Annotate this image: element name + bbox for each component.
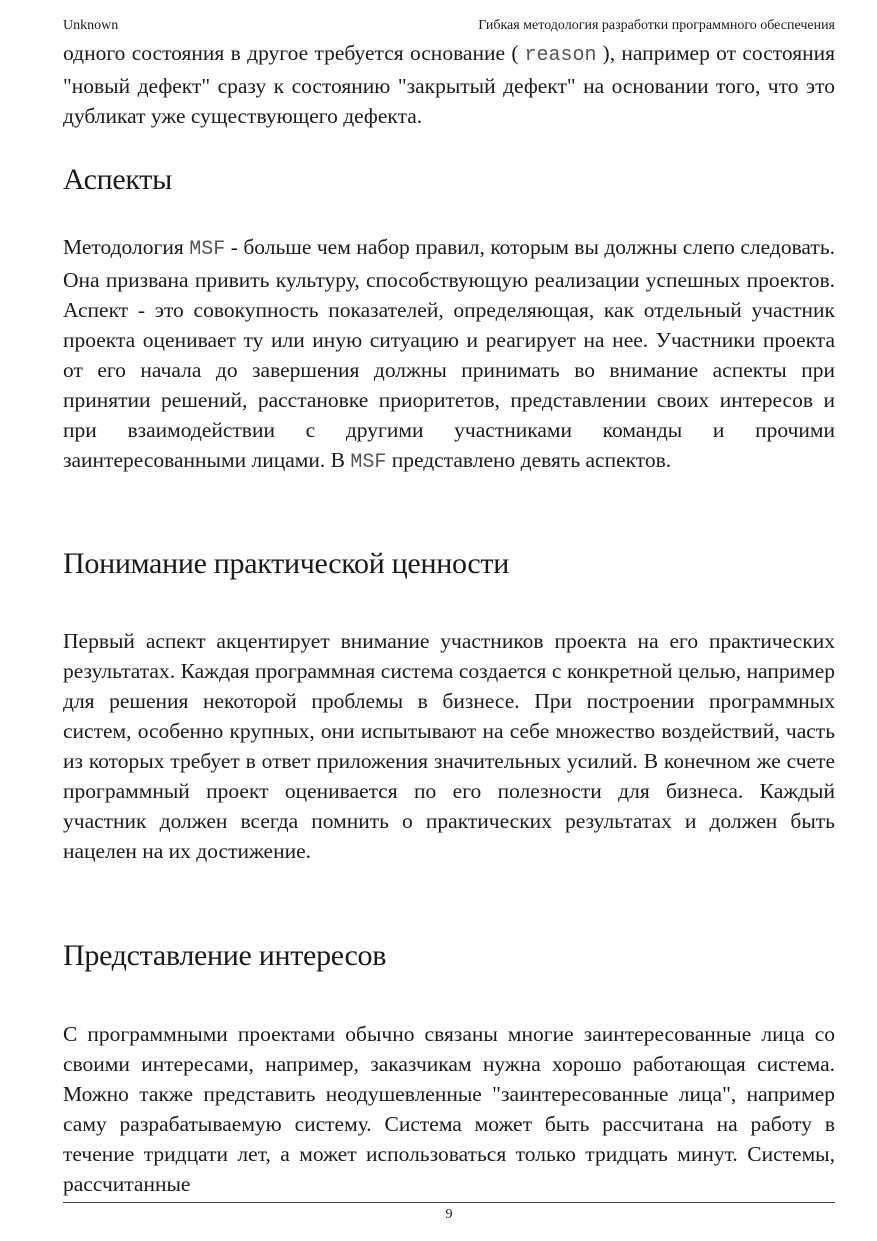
msf-code-1: MSF	[189, 238, 226, 261]
value-heading: Понимание практической ценности	[63, 547, 509, 580]
interests-paragraph: С программными проектами обычно связаны многие заинтересованные лица со своими интересами, например, заказчикам нужна хорошо работающая система. Можно также представить неодушевленные "заинтересованные лица", например саму разрабатываемую систему. Система может быть рассчитана на работу в течение тридцати лет, а может использоваться только тридцать минут. Системы, рассчитанные	[63, 1022, 835, 1196]
running-header	[63, 16, 835, 36]
interests-heading: Представление интересов	[63, 939, 387, 972]
value-paragraph: Первый аспект акцентирует внимание участников проекта на его практических результатах. Каждая программная система создается с конкретной целью, например для решения некоторой проблемы в бизнесе. При построении программных систем, особенно крупных, они испытывают на себе множество воздействий, часть из которых требует в ответ приложения значительных усилий. В конечном же счете программный проект оценивается по его полезности для бизнеса. Каждый участник должен всегда помнить о практических результатах и должен быть нацелен на их достижение.	[63, 629, 835, 863]
aspects-text-1: Методология	[63, 235, 184, 259]
header-book-title: Гибкая методология разработки программного обеспечения	[478, 18, 835, 33]
reason-code: reason	[524, 44, 597, 67]
document-page	[63, 0, 835, 1241]
msf-code-2: MSF	[350, 451, 387, 474]
aspects-heading: Аспекты	[63, 163, 172, 196]
footer-divider	[63, 1202, 835, 1203]
aspects-text-3: представлено девять аспектов.	[391, 448, 672, 472]
aspects-paragraph	[63, 232, 835, 478]
intro-text-end: ), например от состояния "новый дефект" сразу к состоянию "закрытый дефект" на основании того, что это дубликат уже существующего дефекта.	[63, 41, 835, 128]
header-author: Unknown	[63, 18, 119, 33]
intro-text-start: одного состояния в другое требуется основание (	[63, 41, 519, 65]
aspects-text-2: - больше чем набор правил, которым вы должны слепо следовать. Она призвана привить культуру, способствующую реализации успешных проектов. Аспект - это совокупность показателей, определяющая, как отдельный участник проекта оценивает ту или иную ситуацию и реагирует на нее. Участники проекта от его начала до завершения должны принимать во внимание аспекты при принятии решений, расстановке приоритетов, представлении своих интересов и при взаимодействии с другими участниками команды и прочими заинтересованными лицами. В	[63, 235, 835, 472]
intro-paragraph	[63, 38, 835, 131]
page-number: 9	[445, 1207, 453, 1222]
